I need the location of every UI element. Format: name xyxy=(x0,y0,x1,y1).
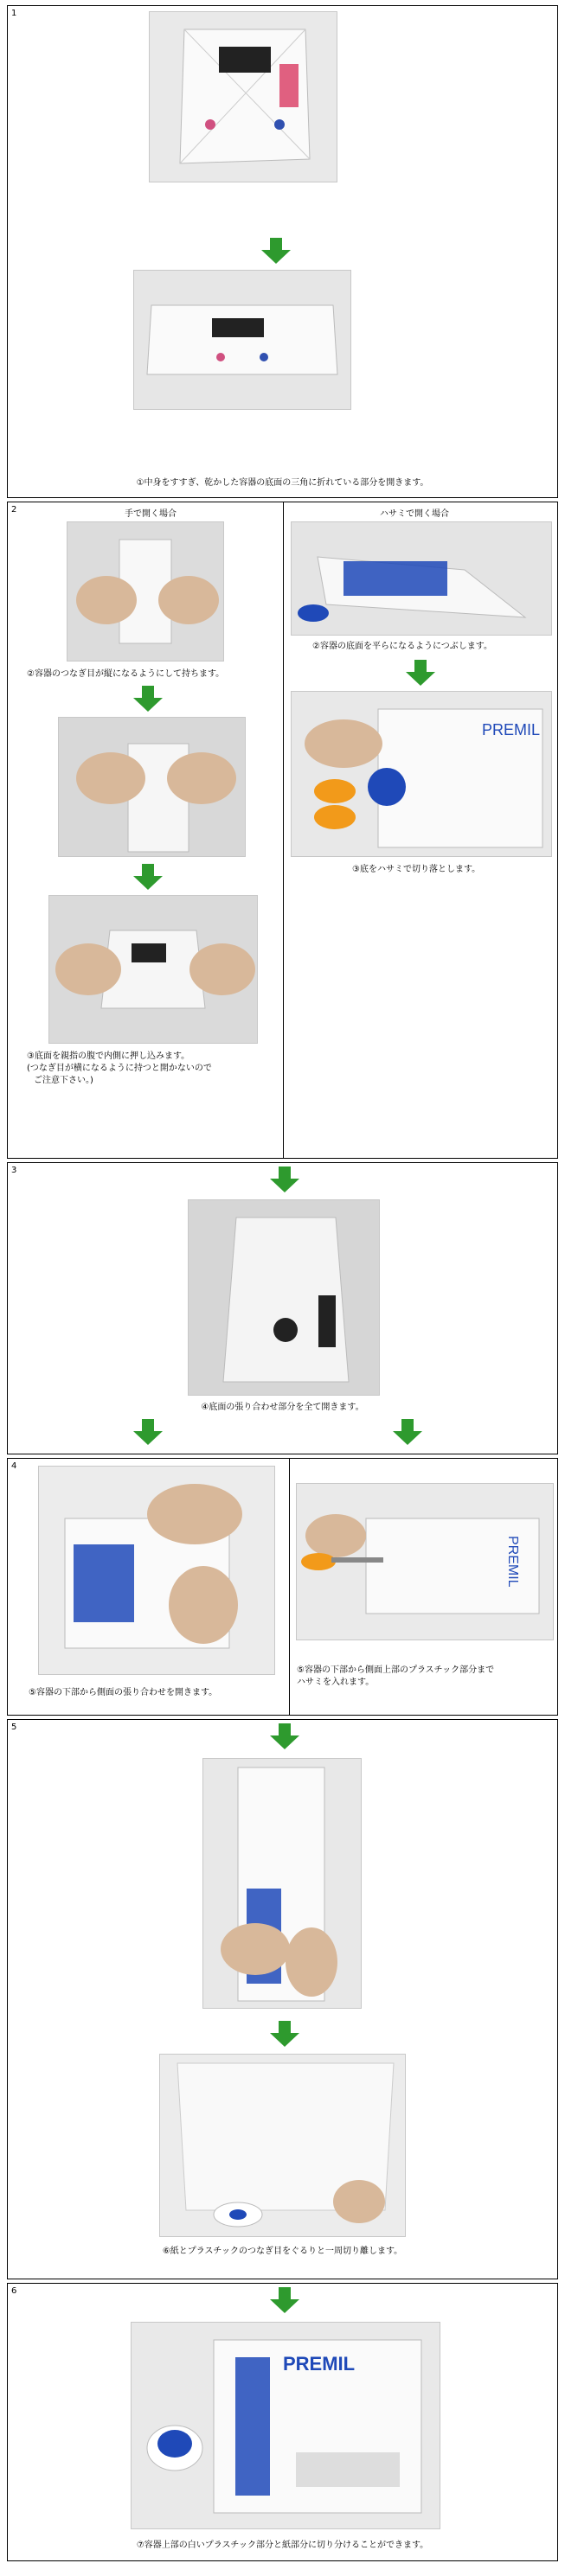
photo-opening-side-seam xyxy=(38,1466,275,1675)
step-1 xyxy=(7,5,558,498)
down-arrow-icon xyxy=(133,1419,163,1445)
step-3-caption: ④底面の張り合わせ部分を全て開きます。 xyxy=(201,1403,364,1412)
scissors-method-heading: ハサミで開く場合 xyxy=(380,509,449,519)
hand-step-3-caption: ③底面を親指の腹で内側に押し込みます。 xyxy=(27,1051,190,1061)
down-arrow-icon xyxy=(133,686,163,712)
step-6 xyxy=(7,2283,558,2561)
down-arrow-icon xyxy=(270,2287,299,2313)
photo-carton-flattened xyxy=(291,521,552,636)
down-arrow-icon xyxy=(261,238,291,264)
step-3 xyxy=(7,1162,558,1454)
hand-step-3-note: (つなぎ目が横になるように持つと開かないので xyxy=(27,1064,212,1073)
photo-carton-bottom-folded xyxy=(149,11,337,182)
step-4-right-caption-2: ハサミを入れます。 xyxy=(297,1678,375,1687)
photo-carton-bottom-opened xyxy=(133,270,351,410)
hand-step-2-caption: ②容器のつなぎ目が縦になるようにして持ちます。 xyxy=(27,669,225,679)
hand-step-3-note-cont: ご注意下さい。) xyxy=(34,1076,93,1085)
photo-separated-paper-and-plastic xyxy=(159,2054,406,2237)
photo-cutting-bottom-off xyxy=(291,691,552,857)
step-number: 1 xyxy=(11,9,17,18)
down-arrow-icon xyxy=(270,2021,299,2047)
step-4-left-caption: ⑤容器の下部から側面の張り合わせを開きます。 xyxy=(29,1688,218,1697)
column-divider xyxy=(283,502,284,1158)
step-1-caption: ①中身をすすぎ、乾かした容器の底面の三角に折れている部分を開きます。 xyxy=(136,478,429,488)
brand-logo: PREMIL xyxy=(283,2353,356,2375)
step-5-caption: ⑥紙とプラスチックのつなぎ目をぐるりと一周切り離します。 xyxy=(162,2247,403,2256)
hand-method-heading: 手で開く場合 xyxy=(125,509,177,519)
step-5 xyxy=(7,1719,558,2279)
scissors-step-2-caption: ②容器の底面を平らになるようにつぶします。 xyxy=(312,642,492,651)
photo-bottom-fully-opened xyxy=(188,1199,380,1396)
step-number: 3 xyxy=(11,1166,17,1175)
scissors-step-3-caption: ③底をハサミで切り落とします。 xyxy=(352,865,481,874)
svg-text:PREMIL: PREMIL xyxy=(505,1536,520,1588)
photo-cutting-around-joint xyxy=(202,1758,362,2009)
step-number: 2 xyxy=(11,505,17,515)
step-4 xyxy=(7,1458,558,1716)
down-arrow-icon xyxy=(270,1167,299,1192)
step-number: 5 xyxy=(11,1723,17,1732)
down-arrow-icon xyxy=(133,864,163,890)
step-number: 6 xyxy=(11,2286,17,2296)
photo-hands-holding-carton xyxy=(67,521,224,662)
photo-final-separated-parts xyxy=(131,2322,440,2529)
down-arrow-icon xyxy=(270,1723,299,1749)
photo-cutting-side-to-top xyxy=(296,1483,554,1640)
photo-bottom-pushed-in xyxy=(48,895,258,1044)
photo-hands-pushing-bottom xyxy=(58,717,246,857)
step-2 xyxy=(7,502,558,1159)
step-6-caption: ⑦容器上部の白いプラスチック部分と紙部分に切り分けることができます。 xyxy=(136,2541,429,2550)
svg-text:PREMIL: PREMIL xyxy=(482,721,541,738)
step-4-right-caption-1: ⑤容器の下部から側面上部のプラスチック部分まで xyxy=(297,1665,495,1675)
down-arrow-icon xyxy=(406,660,435,686)
step-number: 4 xyxy=(11,1461,17,1471)
column-divider xyxy=(289,1459,290,1715)
down-arrow-icon xyxy=(393,1419,422,1445)
